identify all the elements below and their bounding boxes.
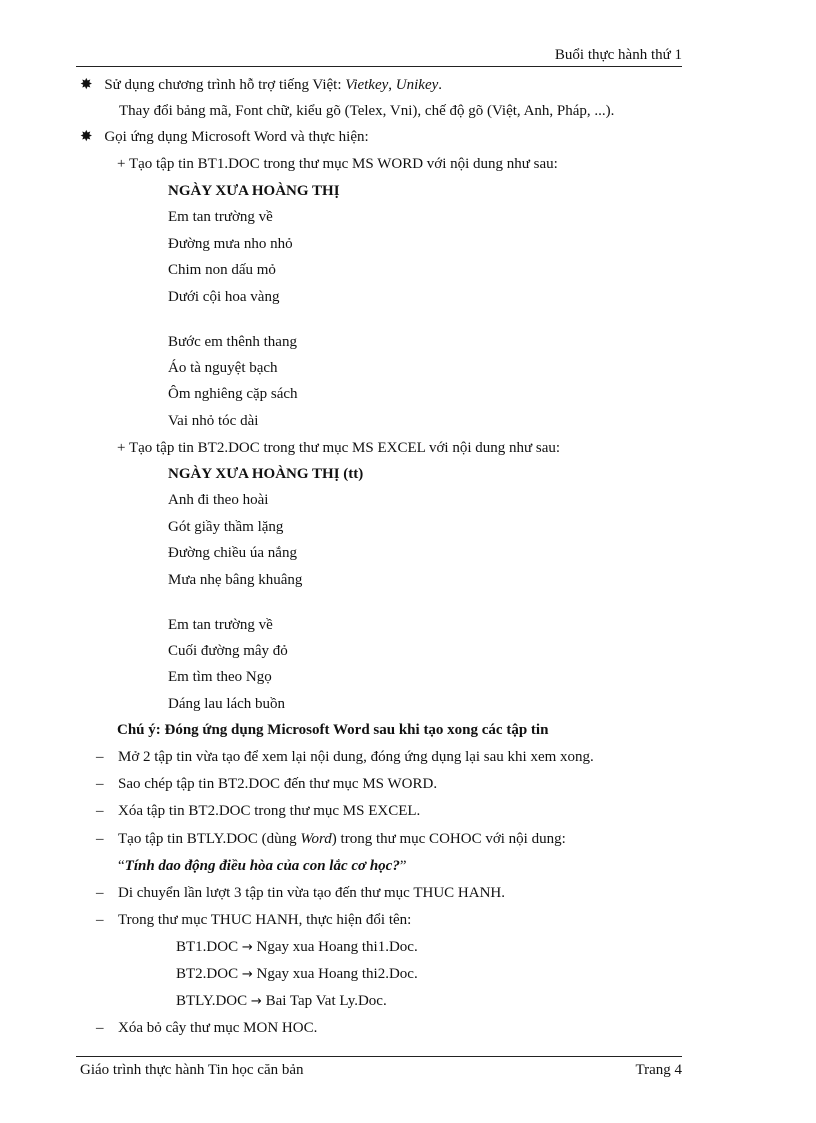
word-italic-text: Word <box>300 831 332 847</box>
step-item <box>96 1019 317 1037</box>
intro-bullet-1 <box>80 76 442 94</box>
poem-line: Áo tà nguyệt bạch <box>168 360 278 376</box>
intro-bullet-2 <box>80 128 369 146</box>
intro-line2: Thay đổi bảng mã, Font chữ, kiểu gõ (Telex, Vni), chế độ gõ (Việt, Anh, Pháp, ...). <box>119 103 615 119</box>
intro-line3: Gọi ứng dụng Microsoft Word và thực hiện: <box>104 129 369 145</box>
poem-line: Đường chiều úa nắng <box>168 545 297 561</box>
note-text: Chú ý: Đóng ứng dụng Microsoft Word sau khi tạo xong các tập tin <box>117 722 549 738</box>
poem-line: Em tan trường về <box>168 209 273 225</box>
poem-line: Em tìm theo Ngọ <box>168 669 272 685</box>
vietkey-text: Vietkey <box>345 77 389 93</box>
rename-from: BT2.DOC <box>176 966 242 982</box>
step-item <box>96 775 437 793</box>
poem-line: Cuối đường mây đỏ <box>168 643 288 659</box>
poem-line: Gót giầy thầm lặng <box>168 519 284 535</box>
rename-to: Bai Tap Vat Ly.Doc. <box>261 993 387 1009</box>
page-header-title: Buổi thực hành thứ 1 <box>554 47 682 63</box>
step-text: Xóa bỏ cây thư mục MON HOC. <box>118 1020 318 1036</box>
dash-bullet: – <box>96 1020 104 1036</box>
step-text-prefix: Tạo tập tin BTLY.DOC (dùng <box>118 831 301 847</box>
step-item <box>96 911 411 929</box>
dash-bullet: – <box>96 885 104 901</box>
dash-bullet: – <box>96 749 104 765</box>
task2-poem-title: NGÀY XƯA HOÀNG THỊ (tt) <box>168 466 364 482</box>
step-item <box>96 748 594 766</box>
intro-line1-sep: , <box>388 77 396 93</box>
footer-book-title: Giáo trình thực hành Tin học căn bản <box>80 1062 304 1078</box>
intro-line1-prefix: Sử dụng chương trình hỗ trợ tiếng Việt: <box>104 77 346 93</box>
rename-line <box>176 965 418 984</box>
step-text: Di chuyển lần lượt 3 tập tin vừa tạo đến thư mục THUC HANH. <box>118 885 505 901</box>
poem-line: Dáng lau lách buồn <box>168 696 286 712</box>
poem-line: Ôm nghiêng cặp sách <box>168 386 298 402</box>
rename-line <box>176 992 387 1011</box>
task1-instruction: + Tạo tập tin BT1.DOC trong thư mục MS WORD với nội dung như sau: <box>117 156 558 172</box>
step-item <box>96 802 420 820</box>
poem-line: Mưa nhẹ bâng khuâng <box>168 572 303 588</box>
poem-line: Đường mưa nho nhỏ <box>168 236 293 252</box>
page-number: Trang 4 <box>635 1062 682 1078</box>
rename-to: Ngay xua Hoang thi1.Doc. <box>252 939 418 955</box>
poem-line: Bước em thênh thang <box>168 334 297 350</box>
quote-close: ” <box>399 858 407 874</box>
footer-rule <box>76 1056 682 1057</box>
rename-to: Ngay xua Hoang thi2.Doc. <box>252 966 418 982</box>
step-text: Mở 2 tập tin vừa tạo để xem lại nội dung, đóng ứng dụng lại sau khi xem xong. <box>118 749 594 765</box>
arrow-right-icon: → <box>241 967 253 982</box>
poem-line: Vai nhỏ tóc dài <box>168 413 259 429</box>
arrow-right-icon: → <box>241 940 253 955</box>
arrow-right-icon: → <box>250 994 262 1009</box>
poem-line: Em tan trường về <box>168 617 273 633</box>
rename-from: BT1.DOC <box>176 939 242 955</box>
dash-bullet: – <box>96 776 104 792</box>
unikey-text: Unikey <box>395 77 439 93</box>
step-item <box>96 884 505 902</box>
step-text: Xóa tập tin BT2.DOC trong thư mục MS EXCEL. <box>118 803 421 819</box>
header-rule <box>76 66 682 67</box>
dash-bullet: – <box>96 912 104 928</box>
task1-poem-title: NGÀY XƯA HOÀNG THỊ <box>168 183 340 199</box>
poem-line: Anh đi theo hoài <box>168 492 269 508</box>
quote-open: “ <box>118 858 125 874</box>
dash-bullet: – <box>96 831 104 847</box>
step-text: Sao chép tập tin BT2.DOC đến thư mục MS WORD. <box>118 776 438 792</box>
poem-line: Dưới cội hoa vàng <box>168 289 280 305</box>
rename-from: BTLY.DOC <box>176 993 251 1009</box>
quoted-content <box>118 857 407 875</box>
step-item <box>96 830 566 848</box>
dash-bullet: – <box>96 803 104 819</box>
step-text-suffix: ) trong thư mục COHOC với nội dung: <box>331 831 566 847</box>
star-bullet-icon: ✸ <box>80 129 93 145</box>
step-text: Trong thư mục THUC HANH, thực hiện đổi tên: <box>118 912 412 928</box>
rename-line <box>176 938 418 957</box>
star-bullet-icon: ✸ <box>80 77 93 93</box>
task2-instruction: + Tạo tập tin BT2.DOC trong thư mục MS EXCEL với nội dung như sau: <box>117 440 561 456</box>
quote-text: Tính dao động điều hòa của con lắc cơ học? <box>124 858 400 874</box>
intro-line1-end: . <box>438 77 443 93</box>
poem-line: Chim non dấu mỏ <box>168 262 276 278</box>
